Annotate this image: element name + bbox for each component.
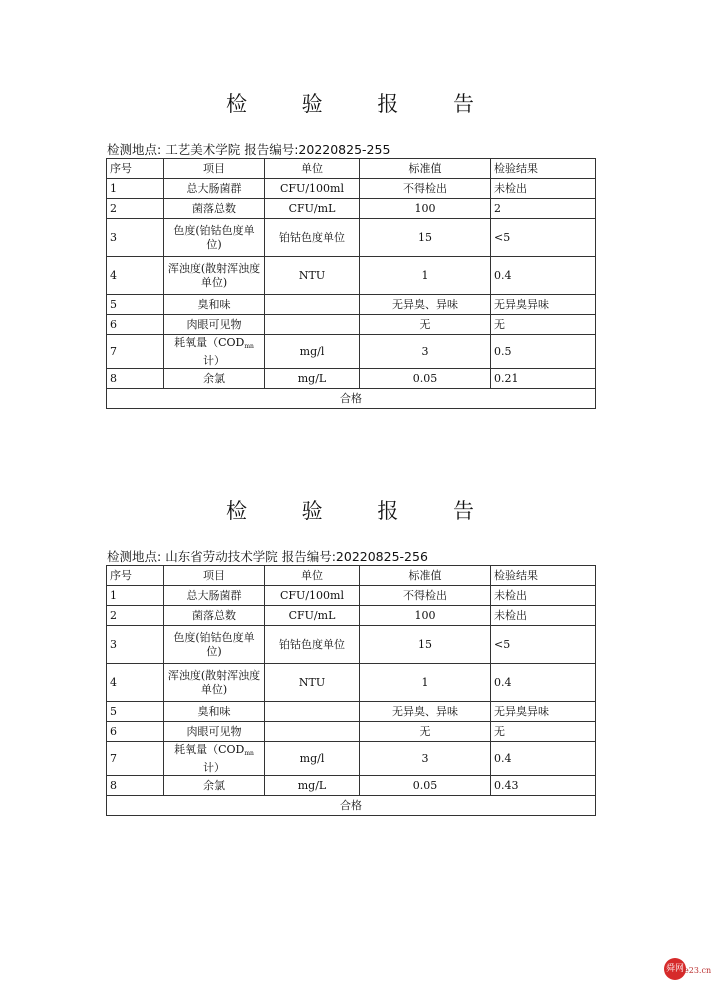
- header-cell: 项目: [164, 159, 265, 179]
- cell-item-tail: 计）: [203, 760, 225, 774]
- header-cell: 检验结果: [491, 566, 596, 586]
- header-cell: 标准值: [360, 566, 491, 586]
- cell-result: 0.43: [491, 776, 596, 796]
- table-row: [107, 586, 596, 606]
- cell-no: 6: [107, 315, 164, 335]
- cell-result: 0.4: [491, 257, 596, 295]
- report-no-label: 报告编号:: [244, 142, 299, 157]
- cell-result: <5: [491, 626, 596, 664]
- table-row: [107, 742, 596, 776]
- cell-result: 无: [491, 722, 596, 742]
- table-header-row: [107, 566, 596, 586]
- table-row: [107, 606, 596, 626]
- cell-item: 总大肠菌群: [164, 179, 265, 199]
- cell-standard: 15: [360, 626, 491, 664]
- table-header-row: [107, 159, 596, 179]
- cell-no: 1: [107, 179, 164, 199]
- cell-unit: CFU/100ml: [265, 179, 360, 199]
- table-row: [107, 369, 596, 389]
- cell-standard: 0.05: [360, 776, 491, 796]
- cell-result: 0.5: [491, 335, 596, 369]
- cell-result: 未检出: [491, 586, 596, 606]
- report-1: [0, 88, 700, 405]
- cell-no: 5: [107, 702, 164, 722]
- cell-standard: 不得检出: [360, 179, 491, 199]
- cell-result: 无异臭异味: [491, 295, 596, 315]
- cell-unit: [265, 702, 360, 722]
- cell-standard: 1: [360, 257, 491, 295]
- cell-standard: 3: [360, 335, 491, 369]
- cell-item: 臭和味: [164, 295, 265, 315]
- cell-result: 无: [491, 315, 596, 335]
- cell-standard: 1: [360, 664, 491, 702]
- cell-unit: CFU/mL: [265, 199, 360, 219]
- table-row: [107, 335, 596, 369]
- header-cell: 单位: [265, 159, 360, 179]
- cell-result: 0.4: [491, 742, 596, 776]
- cell-result: 2: [491, 199, 596, 219]
- cell-unit: NTU: [265, 257, 360, 295]
- cell-no: 8: [107, 776, 164, 796]
- table-row: [107, 199, 596, 219]
- cell-unit: mg/l: [265, 335, 360, 369]
- cell-item: 余氯: [164, 776, 265, 796]
- conclusion-cell: 合格: [107, 389, 596, 409]
- cell-result: 0.4: [491, 664, 596, 702]
- report-no-value: 20220825-255: [298, 142, 391, 157]
- report-no-value: 20220825-256: [335, 549, 428, 564]
- table-row: [107, 257, 596, 295]
- table-row: [107, 722, 596, 742]
- cell-result: 0.21: [491, 369, 596, 389]
- report-meta: [107, 140, 390, 158]
- cell-item: 浑浊度(散射浑浊度单位): [164, 257, 265, 295]
- cell-unit: mg/L: [265, 776, 360, 796]
- header-cell: 序号: [107, 566, 164, 586]
- cell-no: 7: [107, 742, 164, 776]
- cell-standard: 无: [360, 722, 491, 742]
- cell-no: 2: [107, 199, 164, 219]
- table-row: [107, 664, 596, 702]
- table-row: [107, 315, 596, 335]
- table-row: [107, 776, 596, 796]
- cell-no: 4: [107, 664, 164, 702]
- table-row: [107, 295, 596, 315]
- cell-unit: NTU: [265, 664, 360, 702]
- cell-unit: mg/L: [265, 369, 360, 389]
- location-label: 检测地点:: [107, 549, 162, 564]
- cell-unit: CFU/100ml: [265, 586, 360, 606]
- cell-unit: mg/l: [265, 742, 360, 776]
- cell-no: 6: [107, 722, 164, 742]
- cell-unit: 铂钴色度单位: [265, 626, 360, 664]
- cell-no: 8: [107, 369, 164, 389]
- table-row: [107, 219, 596, 257]
- cell-item-subscript: mn: [244, 749, 254, 757]
- watermark-site: e23.cn: [684, 966, 711, 975]
- cell-item: 肉眼可见物: [164, 315, 265, 335]
- cell-standard: 无异臭、异味: [360, 702, 491, 722]
- report-2: [0, 495, 700, 812]
- cell-unit: [265, 722, 360, 742]
- cell-item: [164, 335, 265, 369]
- location-value: 山东省劳动技术学院: [165, 549, 278, 564]
- cell-item: 菌落总数: [164, 606, 265, 626]
- cell-standard: 3: [360, 742, 491, 776]
- header-cell: 标准值: [360, 159, 491, 179]
- cell-no: 3: [107, 219, 164, 257]
- cell-no: 5: [107, 295, 164, 315]
- cell-standard: 0.05: [360, 369, 491, 389]
- conclusion-row: [107, 796, 596, 816]
- cell-no: 2: [107, 606, 164, 626]
- header-cell: 单位: [265, 566, 360, 586]
- conclusion-row: [107, 389, 596, 409]
- cell-item-text: 耗氧量（COD: [174, 335, 245, 349]
- cell-standard: 无: [360, 315, 491, 335]
- cell-item-subscript: mn: [244, 342, 254, 350]
- cell-result: 无异臭异味: [491, 702, 596, 722]
- cell-unit: 铂钴色度单位: [265, 219, 360, 257]
- inspection-table: [106, 565, 596, 816]
- cell-standard: 15: [360, 219, 491, 257]
- cell-item: 色度(铂钴色度单位): [164, 219, 265, 257]
- inspection-table: [106, 158, 596, 409]
- table-row: [107, 626, 596, 664]
- header-cell: 序号: [107, 159, 164, 179]
- location-value: 工艺美术学院: [165, 142, 241, 157]
- report-no-label: 报告编号:: [281, 549, 336, 564]
- report-meta: [107, 547, 428, 565]
- watermark-logo: 舜网: [664, 958, 686, 980]
- header-cell: 检验结果: [491, 159, 596, 179]
- cell-standard: 无异臭、异味: [360, 295, 491, 315]
- cell-item: 总大肠菌群: [164, 586, 265, 606]
- cell-standard: 不得检出: [360, 586, 491, 606]
- location-label: 检测地点:: [107, 142, 162, 157]
- conclusion-cell: 合格: [107, 796, 596, 816]
- cell-item-text: 耗氧量（COD: [174, 742, 245, 756]
- cell-item: 臭和味: [164, 702, 265, 722]
- cell-item: 肉眼可见物: [164, 722, 265, 742]
- cell-result: 未检出: [491, 606, 596, 626]
- table-row: [107, 179, 596, 199]
- table-row: [107, 702, 596, 722]
- cell-no: 4: [107, 257, 164, 295]
- cell-no: 1: [107, 586, 164, 606]
- header-cell: 项目: [164, 566, 265, 586]
- cell-standard: 100: [360, 199, 491, 219]
- cell-unit: [265, 295, 360, 315]
- cell-standard: 100: [360, 606, 491, 626]
- cell-result: 未检出: [491, 179, 596, 199]
- cell-item: 菌落总数: [164, 199, 265, 219]
- cell-item-tail: 计）: [203, 353, 225, 367]
- cell-item: [164, 742, 265, 776]
- cell-result: <5: [491, 219, 596, 257]
- cell-item: 浑浊度(散射浑浊度单位): [164, 664, 265, 702]
- cell-unit: CFU/mL: [265, 606, 360, 626]
- cell-no: 3: [107, 626, 164, 664]
- cell-unit: [265, 315, 360, 335]
- report-title: 检 验 报 告: [225, 499, 499, 523]
- cell-item: 余氯: [164, 369, 265, 389]
- report-title: 检 验 报 告: [225, 92, 499, 116]
- cell-item: 色度(铂钴色度单位): [164, 626, 265, 664]
- cell-no: 7: [107, 335, 164, 369]
